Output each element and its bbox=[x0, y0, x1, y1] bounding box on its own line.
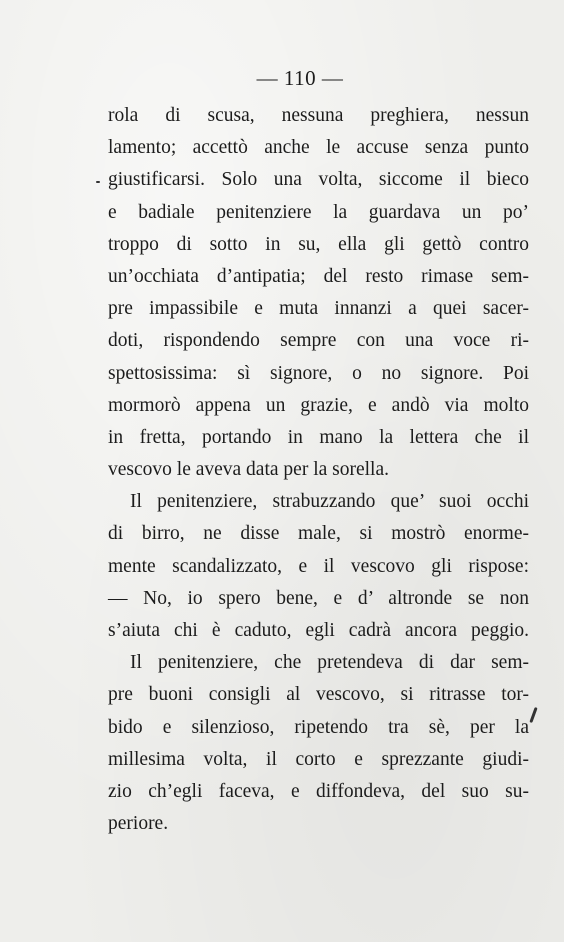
text-line: — No, io spero bene, e d’ altronde se non bbox=[108, 587, 529, 609]
text-line: e badiale penitenziere la guardava un po’ bbox=[108, 201, 529, 223]
text-line: vescovo le aveva data per la sorella. bbox=[108, 459, 389, 481]
text-line: mente scandalizzato, e il vescovo gli rispose: bbox=[108, 555, 529, 577]
ink-speck bbox=[529, 707, 537, 723]
text-line: Il penitenziere, strabuzzando que’ suoi occhi bbox=[130, 491, 529, 513]
text-line: giustificarsi. Solo una volta, siccome il bieco bbox=[108, 169, 529, 191]
ink-speck bbox=[96, 181, 100, 183]
text-line: mormorò appena un grazie, e andò via molto bbox=[108, 394, 529, 416]
body-text bbox=[108, 100, 529, 840]
text-line: pre buoni consigli al vescovo, si ritrasse tor- bbox=[108, 684, 529, 706]
page-number: — 110 — bbox=[256, 66, 344, 90]
text-line: rola di scusa, nessuna preghiera, nessun bbox=[108, 105, 529, 126]
text-line: di birro, ne disse male, si mostrò enorme- bbox=[108, 523, 529, 545]
text-line: spettosissima: sì signore, o no signore. Poi bbox=[108, 362, 529, 384]
text-line: s’aiuta chi è caduto, egli cadrà ancora peggio. bbox=[108, 620, 529, 641]
text-line: troppo di sotto in su, ella gli gettò contro bbox=[108, 233, 529, 255]
text-line: bido e silenzioso, ripetendo tra sè, per la bbox=[108, 716, 529, 738]
text-line: lamento; accettò anche le accuse senza punto bbox=[108, 137, 529, 159]
text-line: pre impassibile e muta innanzi a quei sacer- bbox=[108, 298, 529, 320]
text-line: un’occhiata d’antipatia; del resto rimase sem- bbox=[108, 265, 529, 287]
text-line: Il penitenziere, che pretendeva di dar sem- bbox=[130, 652, 529, 674]
text-line: periore. bbox=[108, 813, 169, 835]
text-line: millesima volta, il corto e sprezzante giudi- bbox=[108, 748, 529, 770]
text-line: zio ch’egli faceva, e diffondeva, del suo su- bbox=[108, 780, 529, 802]
text-line: doti, rispondendo sempre con una voce ri- bbox=[108, 330, 529, 352]
text-line: in fretta, portando in mano la lettera che il bbox=[108, 426, 529, 448]
